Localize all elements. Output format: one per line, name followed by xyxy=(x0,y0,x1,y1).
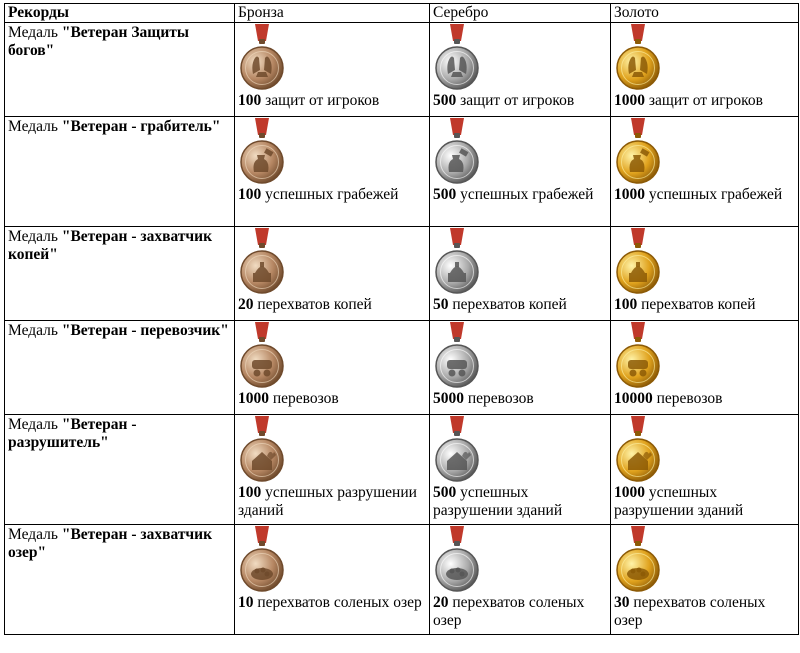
silver-cell xyxy=(430,117,611,227)
header-records: Рекорды xyxy=(5,4,235,23)
silver-medal-loot-sack-icon xyxy=(433,118,481,184)
bronze-medal-wagon-icon xyxy=(238,322,286,388)
medal-name: "Ветеран Защиты богов" xyxy=(8,24,189,59)
requirement-text: успешных грабежей xyxy=(261,186,399,203)
record-cell xyxy=(5,227,235,321)
bronze-requirement xyxy=(238,296,426,314)
silver-cell xyxy=(430,525,611,635)
record-cell xyxy=(5,321,235,415)
gold-requirement xyxy=(614,594,795,630)
gold-requirement xyxy=(614,390,795,408)
medal-name: "Ветеран - захватчик озер" xyxy=(8,526,213,561)
gold-medal-burning-house-icon xyxy=(614,416,662,482)
bronze-cell xyxy=(235,227,430,321)
record-cell xyxy=(5,415,235,525)
table-row xyxy=(5,415,799,525)
header-gold: Золото xyxy=(611,4,799,23)
table-row xyxy=(5,227,799,321)
requirement-text: защит от игроков xyxy=(645,92,763,109)
silver-cell xyxy=(430,321,611,415)
requirement-number: 500 xyxy=(433,92,457,109)
requirement-number: 1000 xyxy=(238,390,269,407)
gold-cell xyxy=(611,227,799,321)
gold-cell xyxy=(611,23,799,117)
record-cell xyxy=(5,117,235,227)
silver-cell xyxy=(430,23,611,117)
record-label xyxy=(8,322,231,340)
record-label xyxy=(8,526,231,562)
silver-medal-wagon-icon xyxy=(433,322,481,388)
requirement-text: защит от игроков xyxy=(261,92,380,109)
requirement-text: успешных грабежей xyxy=(456,186,594,203)
requirement-text: успешных грабежей xyxy=(645,186,783,203)
header-silver: Серебро xyxy=(430,4,611,23)
requirement-number: 100 xyxy=(238,92,262,109)
gold-medal-wagon-icon xyxy=(614,322,662,388)
record-prefix: Медаль xyxy=(8,118,62,135)
silver-requirement xyxy=(433,484,607,520)
requirement-text: перехватов копей xyxy=(253,296,372,313)
gold-cell xyxy=(611,117,799,227)
requirement-number: 100 xyxy=(238,186,262,203)
requirement-text: перехватов соленых озер xyxy=(253,594,422,611)
bronze-medal-hands-icon xyxy=(238,24,286,90)
record-label xyxy=(8,118,231,136)
requirement-number: 20 xyxy=(238,296,254,313)
requirement-number: 1000 xyxy=(614,484,645,501)
silver-cell xyxy=(430,227,611,321)
record-prefix: Медаль xyxy=(8,322,62,339)
requirement-number: 30 xyxy=(614,594,630,611)
requirement-text: перевозов xyxy=(464,390,534,407)
header-bronze: Бронза xyxy=(235,4,430,23)
bronze-cell xyxy=(235,525,430,635)
requirement-number: 10 xyxy=(238,594,254,611)
gold-requirement xyxy=(614,296,795,314)
gold-medal-salt-lake-icon xyxy=(614,526,662,592)
table-row xyxy=(5,525,799,635)
bronze-medal-mine-icon xyxy=(238,228,286,294)
requirement-text: защит от игроков xyxy=(456,92,575,109)
requirement-number: 5000 xyxy=(433,390,464,407)
requirement-text: успешных разрушении зданий xyxy=(433,484,563,519)
bronze-medal-burning-house-icon xyxy=(238,416,286,482)
requirement-number: 500 xyxy=(433,484,457,501)
table-row xyxy=(5,117,799,227)
gold-medal-hands-icon xyxy=(614,24,662,90)
header-row xyxy=(5,4,799,23)
record-prefix: Медаль xyxy=(8,526,62,543)
medal-name: "Ветеран - захватчик копей" xyxy=(8,228,213,263)
gold-medal-loot-sack-icon xyxy=(614,118,662,184)
medal-name: "Ветеран - перевозчик" xyxy=(61,322,229,339)
record-prefix: Медаль xyxy=(8,24,62,41)
bronze-requirement xyxy=(238,594,426,612)
requirement-text: перехватов соленых озер xyxy=(614,594,766,629)
table-row xyxy=(5,321,799,415)
record-prefix: Медаль xyxy=(8,228,62,245)
requirement-text: перехватов копей xyxy=(637,296,756,313)
silver-requirement xyxy=(433,390,607,408)
record-label xyxy=(8,24,231,60)
silver-medal-mine-icon xyxy=(433,228,481,294)
medals-table-body xyxy=(5,23,799,635)
record-prefix: Медаль xyxy=(8,416,62,433)
bronze-requirement xyxy=(238,92,426,110)
bronze-cell xyxy=(235,415,430,525)
bronze-requirement xyxy=(238,390,426,408)
gold-cell xyxy=(611,321,799,415)
gold-cell xyxy=(611,525,799,635)
bronze-requirement xyxy=(238,484,426,520)
record-cell xyxy=(5,525,235,635)
table-row xyxy=(5,23,799,117)
silver-medal-burning-house-icon xyxy=(433,416,481,482)
silver-medal-hands-icon xyxy=(433,24,481,90)
record-label xyxy=(8,416,231,452)
gold-requirement xyxy=(614,186,795,204)
gold-cell xyxy=(611,415,799,525)
requirement-text: перехватов копей xyxy=(448,296,567,313)
requirement-number: 100 xyxy=(614,296,638,313)
requirement-text: перехватов соленых озер xyxy=(433,594,585,629)
medal-name: "Ветеран - разрушитель" xyxy=(8,416,137,451)
bronze-cell xyxy=(235,23,430,117)
silver-cell xyxy=(430,415,611,525)
gold-requirement xyxy=(614,92,795,110)
requirement-text: успешных разрушении зданий xyxy=(614,484,744,519)
bronze-medal-salt-lake-icon xyxy=(238,526,286,592)
record-label xyxy=(8,228,231,264)
requirement-text: перевозов xyxy=(269,390,339,407)
requirement-number: 100 xyxy=(238,484,262,501)
bronze-requirement xyxy=(238,186,426,204)
silver-requirement xyxy=(433,92,607,110)
requirement-number: 20 xyxy=(433,594,449,611)
requirement-text: перевозов xyxy=(652,390,723,407)
requirement-number: 1000 xyxy=(614,186,645,203)
requirement-number: 50 xyxy=(433,296,449,313)
requirement-number: 500 xyxy=(433,186,457,203)
gold-medal-mine-icon xyxy=(614,228,662,294)
bronze-medal-loot-sack-icon xyxy=(238,118,286,184)
requirement-text: успешных разрушении зданий xyxy=(238,484,417,519)
requirement-number: 10000 xyxy=(614,390,653,407)
gold-requirement xyxy=(614,484,795,520)
bronze-cell xyxy=(235,321,430,415)
medals-table xyxy=(4,3,799,635)
medals-table-container xyxy=(4,3,799,635)
record-cell xyxy=(5,23,235,117)
medal-name: "Ветеран - грабитель" xyxy=(61,118,221,135)
bronze-cell xyxy=(235,117,430,227)
requirement-number: 1000 xyxy=(614,92,645,109)
silver-medal-salt-lake-icon xyxy=(433,526,481,592)
silver-requirement xyxy=(433,186,607,204)
silver-requirement xyxy=(433,594,607,630)
silver-requirement xyxy=(433,296,607,314)
